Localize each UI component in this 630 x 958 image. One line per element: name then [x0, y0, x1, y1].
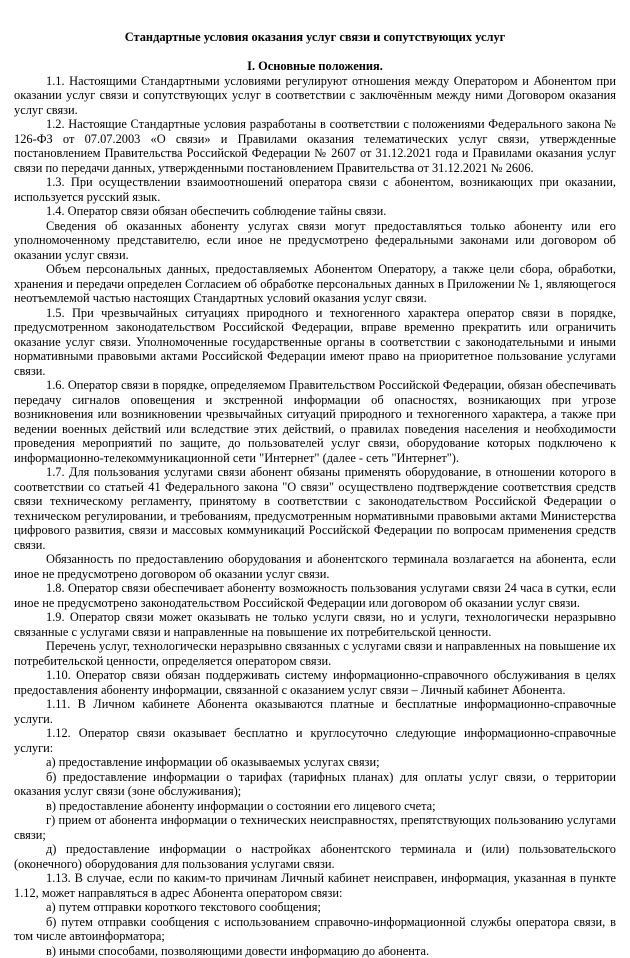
document-paragraph: б) путем отправки сообщения с использованием справочно-информационной службы оператора связи, в том числе автоинформатора;	[14, 915, 616, 944]
document-paragraph: 1.2. Настоящие Стандартные условия разработаны в соответствии с положениями Федерального закона № 126-ФЗ от 07.07.2003 «О связи» и Правилами оказания телематических услуг связи, утвержденные постановлением Правительства Российской Федерации № 2607 от 31.12.2021 года и Правилами оказания услуг связи по передачи данных, утвержденными постановлением Правительства от 31.12.2021 № 2606.	[14, 117, 616, 175]
document-paragraph: 1.3. При осуществлении взаимоотношений оператора связи с абонентом, возникающих при оказании, используется русский язык.	[14, 175, 616, 204]
document-paragraph: 1.10. Оператор связи обязан поддерживать систему информационно-справочного обслуживания в целях предоставления абоненту информации, связанной с оказанием услуг связи – Личный кабинет Абонента.	[14, 668, 616, 697]
document-paragraph: 1.13. В случае, если по каким-то причинам Личный кабинет неисправен, информация, указанная в пункте 1.12, может направляться в адрес Абонента оператором связи:	[14, 871, 616, 900]
document-paragraph: б) предоставление информации о тарифах (тарифных планах) для оплаты услуг связи, о территории оказания услуг связи (зоне обслуживания);	[14, 770, 616, 799]
document-paragraph: г) прием от абонента информации о технических неисправностях, препятствующих пользованию услугами связи;	[14, 813, 616, 842]
document-paragraph: 1.9. Оператор связи может оказывать не только услуги связи, но и услуги, технологически неразрывно связанные с услугами связи и направленные на повышение их потребительской ценности.	[14, 610, 616, 639]
document-paragraph: Объем персональных данных, предоставляемых Абонентом Оператору, а также цели сбора, обработки, хранения и передачи определен Согласием об обработке персональных данных в Приложении № 1, являющегося неотъемлемой частью настоящих Стандартных условий оказания услуг связи.	[14, 262, 616, 306]
document-paragraph: 1.4. Оператор связи обязан обеспечить соблюдение тайны связи.	[14, 204, 616, 219]
document-paragraph: 1.6. Оператор связи в порядке, определяемом Правительством Российской Федерации, обязан обеспечивать передачу сигналов оповещения и экстренной информации об опасностях, возникающих при угрозе возникновения или возникновении чрезвычайных ситуаций природного и техногенного характера, а также при ведении военных действий или вследствие этих действий, о правилах поведения населения и необходимости проведения мероприятий по защите, до пользователей услуг связи, оборудование которых подключено к информационно-телекоммуникационной сети "Интернет" (далее - сеть "Интернет").	[14, 378, 616, 465]
document-paragraph: д) предоставление информации о настройках абонентского терминала и (или) пользовательского (оконечного) оборудования для пользования услугами связи.	[14, 842, 616, 871]
document-paragraph: 1.12. Оператор связи оказывает бесплатно и круглосуточно следующие информационно-справочные услуги:	[14, 726, 616, 755]
document-paragraph: Обязанность по предоставлению оборудования и абонентского терминала возлагается на абонента, если иное не предусмотрено договором об оказании услуг связи.	[14, 552, 616, 581]
section-heading: I. Основные положения.	[14, 59, 616, 74]
document-paragraph: 1.8. Оператор связи обеспечивает абоненту возможность пользования услугами связи 24 часа в сутки, если иное не предусмотрено законодательством Российской Федерации или договором об оказании услуг связи.	[14, 581, 616, 610]
document-paragraph: 1.7. Для пользования услугами связи абонент обязаны применять оборудование, в отношении которого в соответствии со статьей 41 Федерального закона "О связи" осуществлено подтверждение соответствия средств связи техническому регламенту, принятому в соответствии с законодательством Российской Федерации о техническом регулировании, и требованиям, предусмотренным нормативными правовыми актами Министерства цифрового развития, связи и массовых коммуникаций Российской Федерации по вопросам применения средств связи.	[14, 465, 616, 552]
document-paragraph: 1.11. В Личном кабинете Абонента оказываются платные и бесплатные информационно-справочные услуги.	[14, 697, 616, 726]
document-paragraph: 1.5. При чрезвычайных ситуациях природного и техногенного характера оператор связи в порядке, предусмотренном законодательством Российской Федерации, вправе временно прекратить или ограничить оказание услуг связи. Уполномоченные государственные органы в соответствии с законодательными и иными нормативными правовыми актами Российской Федерации имеют право на приоритетное пользование услугами связи.	[14, 306, 616, 379]
document-paragraph: в) предоставление абоненту информации о состоянии его лицевого счета;	[14, 799, 616, 814]
document-body	[14, 74, 616, 958]
document-paragraph: Сведения об оказанных абоненту услугах связи могут предоставляться только абоненту или его уполномоченному представителю, если иное не предусмотрено федеральными законами или договором об оказании услуг связи.	[14, 219, 616, 263]
document-paragraph: а) путем отправки короткого текстового сообщения;	[14, 900, 616, 915]
document-paragraph: в) иными способами, позволяющими довести информацию до абонента.	[14, 944, 616, 958]
document-paragraph: 1.1. Настоящими Стандартными условиями регулируют отношения между Оператором и Абонентом при оказании услуг связи и сопутствующих услуг в соответствии с заключённым между ними Договором оказания услуг связи.	[14, 74, 616, 118]
document-paragraph: Перечень услуг, технологически неразрывно связанных с услугами связи и направленных на повышение их потребительской ценности, определяется оператором связи.	[14, 639, 616, 668]
document-title: Стандартные условия оказания услуг связи и сопутствующих услуг	[14, 30, 616, 45]
document-paragraph: а) предоставление информации об оказываемых услугах связи;	[14, 755, 616, 770]
